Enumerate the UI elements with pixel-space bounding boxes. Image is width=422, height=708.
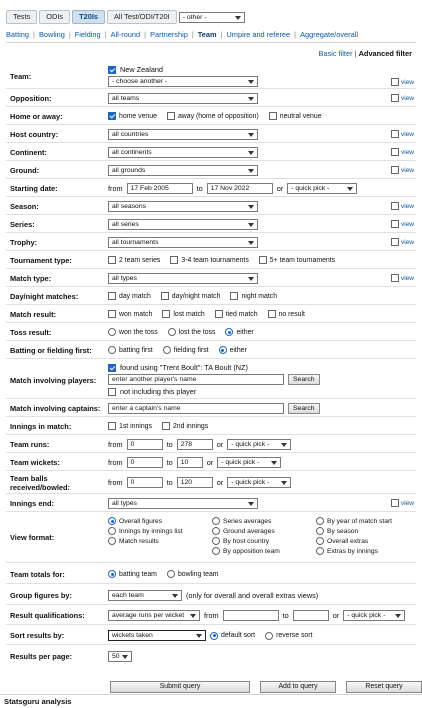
player-found-text: found using "Trent Boult": TA Boult (NZ) (120, 363, 248, 372)
innings-options: 1st innings 2nd innings (108, 422, 214, 430)
label-team-balls: Team balls received/bowled: (10, 474, 70, 492)
by-year-radio[interactable] (316, 517, 324, 525)
second-innings-checkbox[interactable] (162, 422, 170, 430)
opposition-select[interactable]: all teams (108, 93, 258, 104)
basic-filter-link[interactable]: Basic filter (318, 49, 353, 58)
captain-name-input[interactable]: enter a captain's name (108, 403, 284, 414)
team-balls-to-input[interactable]: 120 (177, 477, 213, 488)
player-found-wrap (108, 363, 248, 372)
label-view-format: View format: (10, 533, 55, 542)
team-totals-options: batting team bowling team (108, 570, 225, 578)
team-view[interactable]: view (391, 78, 414, 86)
three-four-team-checkbox[interactable] (170, 256, 178, 264)
row-players (6, 360, 416, 399)
reverse-sort-radio[interactable] (265, 632, 273, 640)
team-balls-wrap: from 0 to 120 or - quick pick - (108, 477, 291, 488)
row-opposition (6, 90, 416, 107)
tab-t20is[interactable]: T20Is (72, 10, 105, 24)
first-innings-checkbox[interactable] (108, 422, 116, 430)
row-day-night (6, 288, 416, 305)
default-sort-radio[interactable] (210, 632, 218, 640)
day-night-options: day match day/night match night match (108, 292, 283, 300)
add-to-query-button[interactable]: Add to query (260, 681, 336, 693)
form-actions (110, 681, 422, 693)
row-sort-by (6, 626, 416, 645)
five-plus-team-checkbox[interactable] (259, 256, 267, 264)
footer-title: Statsguru analysis (4, 697, 72, 706)
ground-wrap (108, 165, 258, 176)
player-name-input[interactable]: enter another player's name (108, 374, 284, 385)
row-season (6, 198, 416, 215)
label-host: Host country: (10, 130, 59, 139)
row-tournament-type (6, 252, 416, 269)
advanced-filter-link[interactable]: Advanced filter (358, 49, 412, 58)
lost-toss-radio[interactable] (168, 328, 176, 336)
night-match-checkbox[interactable] (230, 292, 238, 300)
team-wickets-from-input[interactable]: 0 (127, 457, 163, 468)
nav-umpire[interactable]: Umpire and referee (226, 30, 291, 39)
start-date-wrap: from 17 Feb 2005 to 17 Nov 2022 or - quick pick - (108, 183, 357, 194)
row-series (6, 216, 416, 233)
day-match-checkbox[interactable] (108, 292, 116, 300)
row-team-totals (6, 564, 416, 584)
row-continent (6, 144, 416, 161)
either-toss-radio[interactable] (225, 328, 233, 336)
view-format-options: Overall figures Series averages By year of match start Innings by innings list Ground averages By season Match results By host country Overall extras By opposition team Extras by innings (108, 517, 420, 555)
match-results-radio[interactable] (108, 537, 116, 545)
series-view[interactable]: view (391, 220, 414, 228)
innings-end-select[interactable]: all types (108, 498, 258, 509)
team-runs-from-input[interactable]: 0 (127, 439, 163, 450)
innings-end-view[interactable]: view (391, 499, 414, 507)
ground-averages-radio[interactable] (212, 527, 220, 535)
team-name: New Zealand (120, 65, 163, 74)
nav-all-round[interactable]: All-round (110, 30, 141, 39)
tournament-type-options: 2 team series 3-4 team tournaments 5+ team tournaments (108, 256, 341, 264)
tab-odis[interactable]: ODIs (39, 10, 70, 24)
footer-divider (0, 694, 422, 695)
match-result-options: won match lost match tied match no result (108, 310, 311, 318)
label-series: Series: (10, 220, 35, 229)
team-choose-wrap (108, 76, 258, 87)
per-page-wrap (108, 651, 132, 662)
label-players: Match involving players: (10, 376, 97, 385)
row-match-type (6, 270, 416, 287)
nav-aggregate[interactable]: Aggregate/overall (300, 30, 359, 39)
overall-extras-radio[interactable] (316, 537, 324, 545)
either-batfield-radio[interactable] (219, 346, 227, 354)
no-result-checkbox[interactable] (268, 310, 276, 318)
won-toss-radio[interactable] (108, 328, 116, 336)
label-trophy: Trophy: (10, 238, 38, 247)
team-runs-to-input[interactable]: 278 (177, 439, 213, 450)
qualification-quick-pick[interactable]: - quick pick - (343, 610, 405, 621)
qualification-select[interactable]: average runs per wicket (108, 610, 200, 621)
not-including-label: not including this player (120, 387, 197, 396)
by-opposition-radio[interactable] (212, 547, 220, 555)
label-opposition: Opposition: (10, 94, 52, 103)
per-page-select[interactable]: 50 (108, 651, 132, 662)
nav-fielding[interactable]: Fielding (74, 30, 101, 39)
group-by-select[interactable]: each team (108, 590, 182, 601)
label-team: Team: (10, 72, 32, 81)
format-tabs (6, 10, 245, 24)
extras-by-innings-radio[interactable] (316, 547, 324, 555)
match-type-wrap (108, 273, 258, 284)
label-captains: Match involving captains: (10, 404, 101, 413)
ground-select[interactable]: all grounds (108, 165, 258, 176)
view-format-empty-cell (108, 547, 206, 555)
row-innings (6, 418, 416, 435)
team-wickets-to-input[interactable]: 10 (177, 457, 203, 468)
match-type-view[interactable]: view (391, 274, 414, 282)
host-wrap (108, 129, 258, 140)
row-team-wickets (6, 454, 416, 471)
divider (6, 42, 416, 43)
team-wickets-quick-pick[interactable]: - quick pick - (217, 457, 281, 468)
row-captains (6, 400, 416, 417)
group-by-note: (only for overall and overall extras views) (186, 591, 319, 600)
row-host (6, 126, 416, 143)
host-select[interactable]: all countries (108, 129, 258, 140)
season-view[interactable]: view (391, 202, 414, 210)
sort-by-select[interactable]: wickets taken (108, 630, 206, 641)
team-wickets-wrap: from 0 to 10 or - quick pick - (108, 457, 281, 468)
not-including-checkbox[interactable] (108, 388, 116, 396)
nav-batting[interactable]: Batting (6, 30, 30, 39)
label-home-away: Home or away: (10, 112, 63, 121)
innings-end-wrap (108, 498, 258, 509)
continent-select[interactable]: all continents (108, 147, 258, 158)
start-date-from-input[interactable]: 17 Feb 2005 (127, 183, 193, 194)
batting-first-radio[interactable] (108, 346, 116, 354)
label-sort-by: Sort results by: (10, 631, 65, 640)
row-qualifications (6, 606, 416, 625)
innings-list-radio[interactable] (108, 527, 116, 535)
label-day-night: Day/night matches: (10, 292, 79, 301)
other-format-select[interactable]: - other - (179, 12, 245, 23)
nav-team[interactable]: Team (197, 30, 217, 39)
bat-field-options: batting first fielding first either (108, 346, 253, 354)
label-match-type: Match type: (10, 274, 52, 283)
label-tournament-type: Tournament type: (10, 256, 72, 265)
row-bat-field (6, 342, 416, 359)
row-ground (6, 162, 416, 179)
row-team (6, 62, 416, 89)
season-select[interactable]: all seasons (108, 201, 258, 212)
player-search-button[interactable]: Search (288, 374, 320, 385)
series-averages-radio[interactable] (212, 517, 220, 525)
toss-options: won the toss lost the toss either (108, 328, 260, 336)
row-group-by (6, 585, 416, 605)
two-team-checkbox[interactable] (108, 256, 116, 264)
nav-partnership[interactable]: Partnership (150, 30, 188, 39)
start-date-quick-pick[interactable]: - quick pick - (287, 183, 357, 194)
ground-view[interactable]: view (391, 166, 414, 174)
team-runs-quick-pick[interactable]: - quick pick - (227, 439, 291, 450)
captain-search-button[interactable]: Search (288, 403, 320, 414)
qualification-from-input[interactable] (223, 610, 279, 621)
fielding-first-radio[interactable] (163, 346, 171, 354)
team-checkbox[interactable] (108, 66, 116, 74)
label-team-totals: Team totals for: (10, 570, 65, 579)
player-found-checkbox[interactable] (108, 364, 116, 372)
label-season: Season: (10, 202, 39, 211)
row-toss (6, 324, 416, 341)
trophy-view[interactable]: view (391, 238, 414, 246)
start-date-to-input[interactable]: 17 Nov 2022 (207, 183, 273, 194)
continent-wrap (108, 147, 258, 158)
lost-match-checkbox[interactable] (162, 310, 170, 318)
row-per-page (6, 646, 416, 666)
team-checked (108, 65, 163, 74)
label-bat-field: Batting or fielding first: (10, 346, 92, 355)
trophy-wrap (108, 237, 258, 248)
label-qualifications: Result qualifications: (10, 611, 85, 620)
trophy-select[interactable]: all tournaments (108, 237, 258, 248)
row-team-runs (6, 436, 416, 453)
home-venue-checkbox[interactable] (108, 112, 116, 120)
series-wrap (108, 219, 258, 230)
row-trophy (6, 234, 416, 251)
continent-view[interactable]: view (391, 148, 414, 156)
label-innings: Innings in match: (10, 422, 72, 431)
label-continent: Continent: (10, 148, 47, 157)
host-view[interactable]: view (391, 130, 414, 138)
batting-team-radio[interactable] (108, 570, 116, 578)
row-start-date (6, 180, 416, 197)
tab-all[interactable]: All Test/ODI/T20I (107, 10, 177, 24)
label-group-by: Group figures by: (10, 591, 73, 600)
row-view-format (6, 513, 416, 563)
opposition-view[interactable]: view (391, 94, 414, 102)
reset-query-button[interactable]: Reset query (346, 681, 422, 693)
submit-query-button[interactable]: Submit query (110, 681, 250, 693)
team-balls-from-input[interactable]: 0 (127, 477, 163, 488)
qualifications-wrap: average runs per wicket from to or - quick pick - (108, 610, 405, 621)
label-start-date: Starting date: (10, 184, 58, 193)
team-runs-wrap: from 0 to 278 or - quick pick - (108, 439, 291, 450)
series-select[interactable]: all series (108, 219, 258, 230)
overall-figures-radio[interactable] (108, 517, 116, 525)
bowling-team-radio[interactable] (167, 570, 175, 578)
away-checkbox[interactable] (167, 112, 175, 120)
by-season-radio[interactable] (316, 527, 324, 535)
label-per-page: Results per page: (10, 652, 73, 661)
row-home-away (6, 108, 416, 125)
day-night-checkbox[interactable] (161, 292, 169, 300)
team-balls-quick-pick[interactable]: - quick pick - (227, 477, 291, 488)
row-innings-end (6, 495, 416, 512)
season-wrap (108, 201, 258, 212)
label-team-runs: Team runs: (10, 440, 50, 449)
label-ground: Ground: (10, 166, 40, 175)
neutral-checkbox[interactable] (269, 112, 277, 120)
tied-match-checkbox[interactable] (215, 310, 223, 318)
match-type-select[interactable]: all types (108, 273, 258, 284)
filter-switch: Basic filter | Advanced filter (318, 49, 412, 58)
row-match-result (6, 306, 416, 323)
nav-bowling[interactable]: Bowling (38, 30, 65, 39)
label-team-wickets: Team wickets: (10, 458, 60, 467)
label-match-result: Match result: (10, 310, 56, 319)
group-by-wrap (108, 590, 318, 601)
tab-tests[interactable]: Tests (6, 10, 37, 24)
home-away-options: home venue away (home of opposition) neutral venue (108, 112, 328, 120)
label-innings-end: Innings end: (10, 499, 54, 508)
by-host-country-radio[interactable] (212, 537, 220, 545)
sort-by-wrap: wickets taken default sort reverse sort (108, 630, 318, 641)
opposition-wrap (108, 93, 258, 104)
label-toss: Toss result: (10, 328, 52, 337)
qualification-to-input[interactable] (293, 610, 329, 621)
captain-input-wrap (108, 403, 320, 414)
team-select[interactable]: - choose another - (108, 76, 258, 87)
won-match-checkbox[interactable] (108, 310, 116, 318)
player-input-wrap (108, 374, 320, 385)
not-including-wrap (108, 387, 196, 396)
row-team-balls (6, 472, 416, 494)
stats-type-nav: Batting | Bowling | Fielding | All-round | Partnership | Team | Umpire and referee | Aggregate/overall (6, 30, 359, 39)
